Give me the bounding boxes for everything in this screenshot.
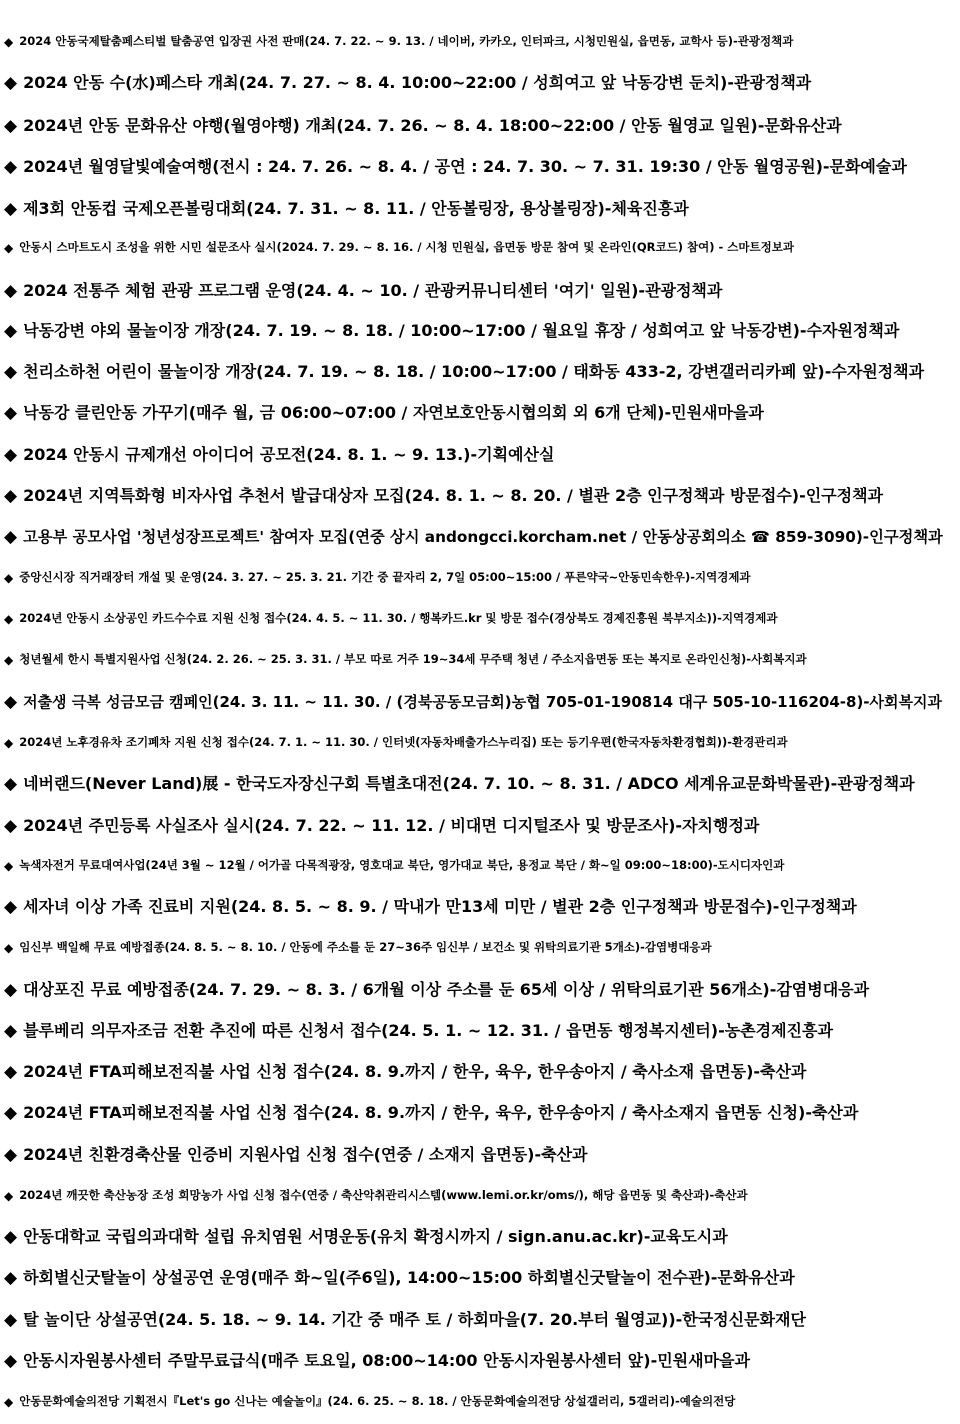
notice-item	[4, 398, 956, 428]
notice-text: 안동시 스마트도시 조성을 위한 시민 설문조사 실시(2024. 7. 29. ~ 8. 16. / 시청 민원실, 읍면동 방문 참여 및 온라인(QR코드) 참여) - 스마트정보과	[19, 241, 794, 255]
diamond-bullet-icon: ◆	[4, 526, 18, 547]
notice-text: 낙동강 클린안동 가꾸기(매주 월, 금 06:00~07:00 / 자연보호안동시협의회 외 6개 단체)-민원새마을과	[23, 403, 764, 423]
notice-item	[4, 975, 956, 1005]
notice-item	[4, 481, 956, 511]
diamond-bullet-icon: ◆	[4, 652, 14, 667]
notice-item	[4, 1140, 956, 1170]
notice-item	[4, 604, 956, 634]
notice-text: 2024년 FTA피해보전직불 사업 신청 접수(24. 8. 9.까지 / 한우, 육우, 한우송아지 / 축사소재지 읍면동 신청)-축산과	[23, 1103, 859, 1123]
notice-text: 2024년 주민등록 사실조사 실시(24. 7. 22. ~ 11. 12. / 비대면 디지털조사 및 방문조사)-자치행정과	[23, 816, 760, 836]
notice-item	[4, 152, 956, 182]
notice-text: 낙동강변 야외 물놀이장 개장(24. 7. 19. ~ 8. 18. / 10:00~17:00 / 월요일 휴장 / 성희여고 앞 낙동강변)-수자원정책과	[23, 321, 900, 341]
notice-item	[4, 933, 956, 963]
diamond-bullet-icon: ◆	[4, 1144, 18, 1165]
notice-item	[4, 811, 956, 841]
diamond-bullet-icon: ◆	[4, 691, 18, 712]
diamond-bullet-icon: ◆	[4, 361, 18, 382]
notice-text: 청년월세 한시 특별지원사업 신청(24. 2. 26. ~ 25. 3. 31. / 부모 따로 거주 19~34세 무주택 청년 / 주소지읍면동 또는 복지로 온라인신청)-사회복지과	[19, 653, 807, 667]
notice-text: 녹색자전거 무료대여사업(24년 3월 ~ 12월 / 어가골 다목적광장, 영호대교 북단, 영가대교 북단, 용정교 북단 / 화~일 09:00~18:00)-도시디자인과	[19, 859, 785, 873]
notice-item	[4, 892, 956, 922]
diamond-bullet-icon: ◆	[4, 735, 14, 750]
notice-item	[4, 1305, 956, 1335]
diamond-bullet-icon: ◆	[4, 858, 14, 873]
notice-text: 안동문화예술의전당 기획전시『Let's go 신나는 예술놀이』(24. 6. 25. ~ 8. 18. / 안동문화예술의전당 상설갤러리, 5갤러리)-예술의전당	[19, 1395, 736, 1409]
notice-text: 하회별신굿탈놀이 상설공연 운영(매주 화~일(주6일), 14:00~15:00 하회별신굿탈놀이 전수관)-문화유산과	[23, 1268, 795, 1288]
notice-item	[4, 1181, 956, 1211]
notice-item	[4, 233, 956, 263]
notice-text: 2024년 친환경축산물 인증비 지원사업 신청 접수(연중 / 소재지 읍면동)-축산과	[23, 1145, 588, 1165]
notice-text: 중앙신시장 직거래장터 개설 및 운영(24. 3. 27. ~ 25. 3. 21. 기간 중 끝자리 2, 7일 05:00~15:00 / 푸른약국~안동민속한우)-지역경제과	[19, 571, 751, 585]
notice-item	[4, 276, 956, 306]
diamond-bullet-icon: ◆	[4, 979, 18, 1000]
notice-item	[4, 68, 956, 98]
notice-item	[4, 851, 956, 881]
diamond-bullet-icon: ◆	[4, 444, 18, 465]
notice-text: 2024 안동국제탈춤페스티벌 탈춤공연 입장권 사전 판매(24. 7. 22. ~ 9. 13. / 네이버, 카카오, 인터파크, 시청민원실, 읍면동, 교학사 등)-관광정책과	[19, 35, 794, 49]
notice-item	[4, 316, 956, 346]
diamond-bullet-icon: ◆	[4, 1188, 14, 1203]
notice-item	[4, 728, 956, 758]
notice-text: 탈 놀이단 상설공연(24. 5. 18. ~ 9. 14. 기간 중 매주 토 / 하회마을(7. 20.부터 월영교))-한국정신문화재단	[23, 1310, 806, 1330]
notice-item	[4, 1387, 956, 1417]
notice-text: 안동대학교 국립의과대학 설립 유치염원 서명운동(유치 확정시까지 / sign.anu.ac.kr)-교육도시과	[23, 1227, 728, 1247]
diamond-bullet-icon: ◆	[4, 1309, 18, 1330]
diamond-bullet-icon: ◆	[4, 815, 18, 836]
diamond-bullet-icon: ◆	[4, 485, 18, 506]
notice-item	[4, 111, 956, 141]
notice-item	[4, 522, 956, 552]
diamond-bullet-icon: ◆	[4, 570, 14, 585]
diamond-bullet-icon: ◆	[4, 240, 14, 255]
notice-item	[4, 440, 956, 470]
diamond-bullet-icon: ◆	[4, 1267, 18, 1288]
notice-text: 2024 안동시 규제개선 아이디어 공모전(24. 8. 1. ~ 9. 13.)-기획예산실	[23, 445, 555, 465]
notice-text: 2024 전통주 체험 관광 프로그램 운영(24. 4. ~ 10. / 관광커뮤니티센터 '여기' 일원)-관광정책과	[23, 281, 723, 301]
notice-text: 천리소하천 어린이 물놀이장 개장(24. 7. 19. ~ 8. 18. / 10:00~17:00 / 태화동 433-2, 강변갤러리카페 앞)-수자원정책과	[23, 362, 925, 382]
diamond-bullet-icon: ◆	[4, 1061, 18, 1082]
notice-text: 2024년 깨끗한 축산농장 조성 희망농가 사업 신청 접수(연중 / 축산악취관리시스템(www.lemi.or.kr/oms/), 해당 읍면동 및 축산과)-축산과	[19, 1189, 748, 1203]
notice-text: 2024년 FTA피해보전직불 사업 신청 접수(24. 8. 9.까지 / 한우, 육우, 한우송아지 / 축사소재 읍면동)-축산과	[23, 1062, 807, 1082]
notice-text: 2024년 월영달빛예술여행(전시 : 24. 7. 26. ~ 8. 4. / 공연 : 24. 7. 30. ~ 7. 31. 19:30 / 안동 월영공원)-문화예술과	[23, 157, 907, 177]
diamond-bullet-icon: ◆	[4, 1020, 18, 1041]
notice-text: 안동시자원봉사센터 주말무료급식(매주 토요일, 08:00~14:00 안동시자원봉사센터 앞)-민원새마을과	[23, 1351, 750, 1371]
notice-item	[4, 194, 956, 224]
notice-item	[4, 27, 956, 57]
notice-text: 네버랜드(Never Land)展 - 한국도자장신구회 특별초대전(24. 7. 10. ~ 8. 31. / ADCO 세계유교문화박물관)-관광정책과	[23, 774, 915, 794]
diamond-bullet-icon: ◆	[4, 34, 14, 49]
notice-text: 2024년 노후경유차 조기폐차 지원 신청 접수(24. 7. 1. ~ 11. 30. / 인터넷(자동차배출가스누리집) 또는 등기우편(한국자동차환경협회))-환경관리과	[19, 736, 788, 750]
notice-text: 제3회 안동컵 국제오픈볼링대회(24. 7. 31. ~ 8. 11. / 안동볼링장, 용상볼링장)-체육진흥과	[23, 199, 689, 219]
diamond-bullet-icon: ◆	[4, 940, 14, 955]
diamond-bullet-icon: ◆	[4, 156, 18, 177]
notice-item	[4, 1098, 956, 1128]
notice-text: 대상포진 무료 예방접종(24. 7. 29. ~ 8. 3. / 6개월 이상 주소를 둔 65세 이상 / 위탁의료기관 56개소)-감염병대응과	[23, 980, 870, 1000]
notice-text: 고용부 공모사업 '청년성장프로젝트' 참여자 모집(연중 상시 andongcci.korcham.net / 안동상공회의소 ☎ 859-3090)-인구정책과	[23, 527, 943, 546]
notice-item	[4, 769, 956, 799]
notice-text: 블루베리 의무자조금 전환 추진에 따른 신청서 접수(24. 5. 1. ~ 12. 31. / 읍면동 행정복지센터)-농촌경제진흥과	[23, 1021, 833, 1041]
notice-item	[4, 645, 956, 675]
diamond-bullet-icon: ◆	[4, 115, 18, 136]
notice-item	[4, 563, 956, 593]
notice-item	[4, 1346, 956, 1376]
notice-item	[4, 357, 956, 387]
notice-text: 2024년 안동시 소상공인 카드수수료 지원 신청 접수(24. 4. 5. ~ 11. 30. / 행복카드.kr 및 방문 접수(경상북도 경제진흥원 북부지소))-지역경제과	[19, 612, 778, 626]
diamond-bullet-icon: ◆	[4, 402, 18, 423]
diamond-bullet-icon: ◆	[4, 773, 18, 794]
notice-text: 2024년 지역특화형 비자사업 추천서 발급대상자 모집(24. 8. 1. ~ 8. 20. / 별관 2층 인구정책과 방문접수)-인구정책과	[23, 486, 884, 506]
notice-text: 세자녀 이상 가족 진료비 지원(24. 8. 5. ~ 8. 9. / 막내가 만13세 미만 / 별관 2층 인구정책과 방문접수)-인구정책과	[23, 897, 857, 917]
diamond-bullet-icon: ◆	[4, 320, 18, 341]
notice-text: 저출생 극복 성금모금 캠페인(24. 3. 11. ~ 11. 30. / (경북공동모금회)농협 705-01-190814 대구 505-10-116204-8)-사회복지과	[23, 693, 942, 711]
diamond-bullet-icon: ◆	[4, 1102, 18, 1123]
notice-item	[4, 1263, 956, 1293]
diamond-bullet-icon: ◆	[4, 1226, 18, 1247]
diamond-bullet-icon: ◆	[4, 280, 18, 301]
diamond-bullet-icon: ◆	[4, 611, 14, 626]
diamond-bullet-icon: ◆	[4, 198, 18, 219]
diamond-bullet-icon: ◆	[4, 1394, 14, 1409]
notice-item	[4, 687, 956, 717]
notice-item	[4, 1057, 956, 1087]
diamond-bullet-icon: ◆	[4, 896, 18, 917]
diamond-bullet-icon: ◆	[4, 1350, 18, 1371]
diamond-bullet-icon: ◆	[4, 72, 18, 93]
notice-text: 2024 안동 수(水)페스타 개최(24. 7. 27. ~ 8. 4. 10:00~22:00 / 성희여고 앞 낙동강변 둔치)-관광정책과	[23, 73, 812, 93]
notice-item	[4, 1222, 956, 1252]
notice-text: 임신부 백일해 무료 예방접종(24. 8. 5. ~ 8. 10. / 안동에 주소를 둔 27~36주 임신부 / 보건소 및 위탁의료기관 5개소)-감염병대응과	[19, 941, 712, 955]
notice-item	[4, 1016, 956, 1046]
notice-text: 2024년 안동 문화유산 야행(월영야행) 개최(24. 7. 26. ~ 8. 4. 18:00~22:00 / 안동 월영교 일원)-문화유산과	[23, 116, 842, 136]
